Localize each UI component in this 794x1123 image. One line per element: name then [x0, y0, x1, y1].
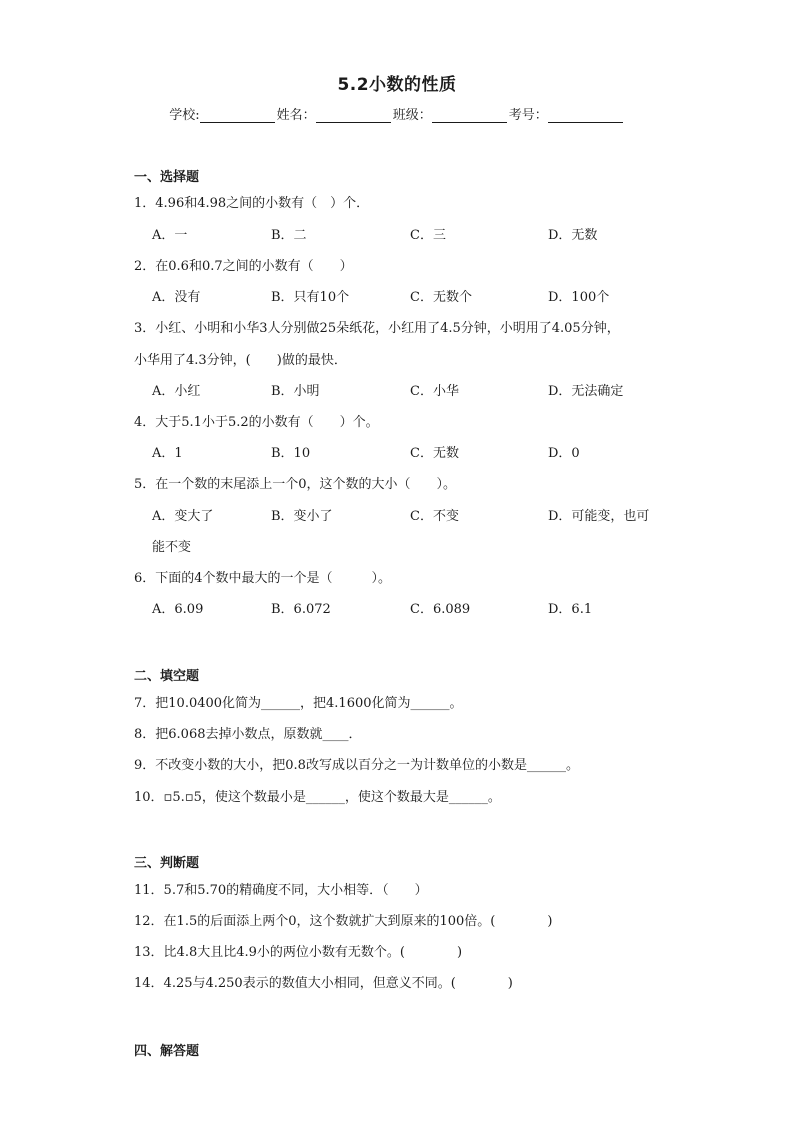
q2-option-d: D．100个 — [548, 290, 610, 305]
q2-option-b: B．只有10个 — [271, 290, 350, 305]
q6-option-c: C．6.089 — [410, 602, 471, 617]
q3-option-c: C．小华 — [410, 384, 459, 399]
question-5: 5．在一个数的末尾添上一个0，这个数的大小（ ）。 — [134, 477, 457, 492]
question-10: 10．▫5.▫5，使这个数最小是______，使这个数最大是______。 — [134, 790, 501, 805]
question-12: 12．在1.5的后面添上两个0，这个数就扩大到原来的100倍。( ) — [134, 914, 553, 929]
q3-option-d: D．无法确定 — [548, 384, 624, 399]
name-label: 姓名： — [276, 108, 316, 123]
q5-option-b: B．变小了 — [271, 509, 333, 524]
question-8: 8．把6.068去掉小数点，原数就____． — [134, 727, 362, 742]
question-2: 2．在0.6和0.7之间的小数有（ ） — [134, 259, 353, 274]
q6-option-a: A．6.09 — [152, 602, 204, 617]
q2-option-c: C．无数个 — [410, 290, 472, 305]
q6-option-b: B．6.072 — [271, 602, 331, 617]
section-answer-heading: 四、解答题 — [134, 1044, 200, 1059]
q5-option-d: D．可能变，也可 — [548, 509, 650, 524]
q6-option-d: D．6.1 — [548, 602, 593, 617]
question-13: 13．比4.8大且比4.9小的两位小数有无数个。( ) — [134, 945, 463, 960]
page-title: 5.2小数的性质 — [337, 75, 457, 95]
q1-option-d: D．无数 — [548, 228, 598, 243]
question-6: 6．下面的4个数中最大的一个是（ ）。 — [134, 571, 392, 586]
q1-option-a: A．一 — [152, 228, 188, 243]
q3-option-a: A．小红 — [152, 384, 201, 399]
student-info-line — [0, 104, 794, 123]
q3-option-b: B．小明 — [271, 384, 320, 399]
section-judge-heading: 三、判断题 — [134, 856, 200, 871]
q5-option-a: A．变大了 — [152, 509, 214, 524]
section-choice-heading: 一、选择题 — [134, 170, 200, 185]
q4-option-d: D．0 — [548, 446, 580, 461]
question-3: 3．小红、小明和小华3人分别做25朵纸花，小红用了4.5分钟，小明用了4.05分钟， — [134, 321, 620, 336]
exam-number-label: 考号： — [508, 108, 548, 123]
question-14: 14．4.25与4.250表示的数值大小相同，但意义不同。( ) — [134, 976, 513, 991]
question-4: 4．大于5.1小于5.2的小数有（ ）个。 — [134, 415, 379, 430]
school-label: 学校: — [169, 108, 200, 123]
q2-option-a: A．没有 — [152, 290, 201, 305]
question-3-continued: 小华用了4.3分钟，( )做的最快． — [134, 353, 347, 368]
question-9: 9．不改变小数的大小，把0.8改写成以百分之一为计数单位的小数是______。 — [134, 758, 579, 773]
q4-option-c: C．无数 — [410, 446, 459, 461]
q1-option-b: B．二 — [271, 228, 307, 243]
q4-option-a: A．1 — [152, 446, 183, 461]
section-fill-heading: 二、填空题 — [134, 669, 200, 684]
name-blank[interactable] — [316, 108, 391, 123]
exam-number-blank[interactable] — [548, 108, 623, 123]
question-7: 7．把10.0400化简为______，把4.1600化简为______。 — [134, 696, 463, 711]
q4-option-b: B．10 — [271, 446, 311, 461]
question-11: 11．5.7和5.70的精确度不同，大小相等．（ ） — [134, 883, 428, 898]
class-label: 班级： — [392, 108, 432, 123]
class-blank[interactable] — [432, 108, 507, 123]
q5-option-c: C．不变 — [410, 509, 459, 524]
q5-option-d-continued: 能不变 — [152, 540, 192, 555]
q1-option-c: C．三 — [410, 228, 446, 243]
question-1: 1．4.96和4.98之间的小数有（ ）个． — [134, 196, 370, 211]
school-blank[interactable] — [200, 108, 275, 123]
